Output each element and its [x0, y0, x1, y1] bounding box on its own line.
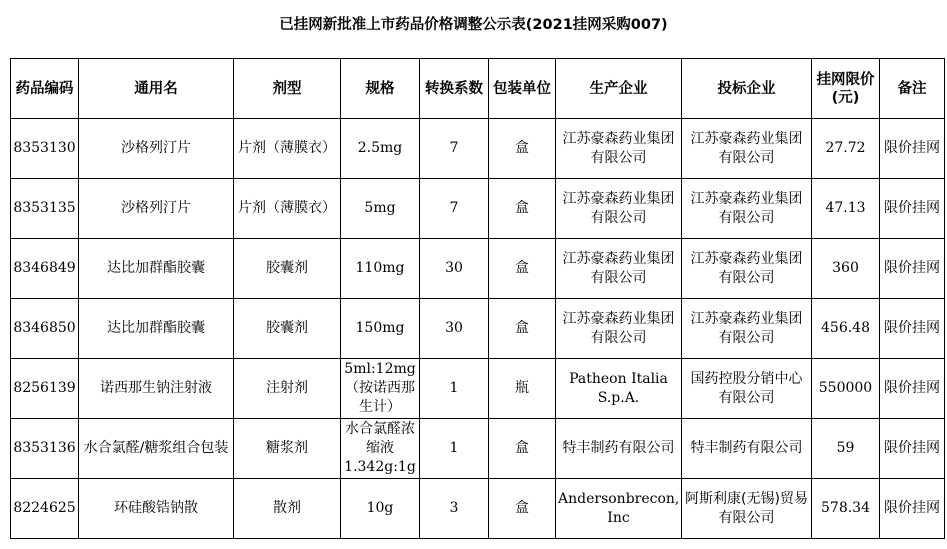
cell-specification: 水合氯醛浓缩液1.342g:1g	[341, 419, 420, 479]
cell-package-unit: 瓶	[489, 359, 556, 419]
cell-price-limit: 550000	[812, 359, 880, 419]
header-generic-name: 通用名	[79, 59, 234, 119]
cell-generic-name: 达比加群酯胶囊	[79, 239, 234, 299]
cell-price-limit: 59	[812, 419, 880, 479]
cell-specification: 150mg	[341, 299, 420, 359]
header-dosage-form: 剂型	[234, 59, 341, 119]
cell-dosage-form: 片剂（薄膜衣）	[234, 119, 341, 179]
cell-conversion-factor: 30	[420, 239, 489, 299]
cell-generic-name: 沙格列汀片	[79, 179, 234, 239]
cell-generic-name: 环硅酸锆钠散	[79, 479, 234, 539]
header-specification: 规格	[341, 59, 420, 119]
header-drug-code: 药品编码	[11, 59, 79, 119]
cell-conversion-factor: 30	[420, 299, 489, 359]
cell-specification: 2.5mg	[341, 119, 420, 179]
page-title: 已挂网新批准上市药品价格调整公示表(2021挂网采购007)	[279, 17, 668, 33]
table-row	[11, 239, 945, 299]
cell-conversion-factor: 1	[420, 419, 489, 479]
cell-dosage-form: 片剂（薄膜衣）	[234, 179, 341, 239]
cell-drug-code: 8353130	[11, 119, 79, 179]
cell-price-limit: 578.34	[812, 479, 880, 539]
cell-dosage-form: 散剂	[234, 479, 341, 539]
header-note: 备注	[880, 59, 945, 119]
table-row	[11, 359, 945, 419]
cell-note: 限价挂网	[880, 359, 945, 419]
cell-conversion-factor: 7	[420, 179, 489, 239]
cell-bidder: 江苏豪森药业集团有限公司	[682, 119, 812, 179]
cell-manufacturer: 江苏豪森药业集团有限公司	[556, 119, 682, 179]
cell-package-unit: 盒	[489, 299, 556, 359]
cell-dosage-form: 胶囊剂	[234, 299, 341, 359]
cell-drug-code: 8256139	[11, 359, 79, 419]
cell-price-limit: 360	[812, 239, 880, 299]
cell-conversion-factor: 7	[420, 119, 489, 179]
cell-manufacturer: 特丰制药有限公司	[556, 419, 682, 479]
cell-dosage-form: 胶囊剂	[234, 239, 341, 299]
cell-bidder: 江苏豪森药业集团有限公司	[682, 299, 812, 359]
cell-specification: 10g	[341, 479, 420, 539]
cell-generic-name: 沙格列汀片	[79, 119, 234, 179]
header-conversion-factor: 转换系数	[420, 59, 489, 119]
header-package-unit: 包装单位	[489, 59, 556, 119]
cell-conversion-factor: 1	[420, 359, 489, 419]
cell-bidder: 江苏豪森药业集团有限公司	[682, 239, 812, 299]
cell-manufacturer: 江苏豪森药业集团有限公司	[556, 299, 682, 359]
cell-price-limit: 456.48	[812, 299, 880, 359]
table-row	[11, 299, 945, 359]
cell-bidder: 国药控股分销中心有限公司	[682, 359, 812, 419]
cell-bidder: 江苏豪森药业集团有限公司	[682, 179, 812, 239]
cell-package-unit: 盒	[489, 419, 556, 479]
header-bidder: 投标企业	[682, 59, 812, 119]
cell-specification: 5ml:12mg（按诺西那生计）	[341, 359, 420, 419]
cell-manufacturer: 江苏豪森药业集团有限公司	[556, 239, 682, 299]
cell-note: 限价挂网	[880, 419, 945, 479]
cell-generic-name: 达比加群酯胶囊	[79, 299, 234, 359]
cell-bidder: 阿斯利康(无锡)贸易有限公司	[682, 479, 812, 539]
cell-note: 限价挂网	[880, 119, 945, 179]
cell-price-limit: 27.72	[812, 119, 880, 179]
cell-manufacturer: Patheon Italia S.p.A.	[556, 359, 682, 419]
table-row	[11, 479, 945, 539]
header-manufacturer: 生产企业	[556, 59, 682, 119]
cell-package-unit: 盒	[489, 179, 556, 239]
header-row	[11, 59, 945, 119]
cell-manufacturer: Andersonbrecon, Inc	[556, 479, 682, 539]
cell-drug-code: 8224625	[11, 479, 79, 539]
cell-note: 限价挂网	[880, 299, 945, 359]
cell-conversion-factor: 3	[420, 479, 489, 539]
cell-note: 限价挂网	[880, 479, 945, 539]
cell-drug-code: 8353135	[11, 179, 79, 239]
cell-drug-code: 8346850	[11, 299, 79, 359]
cell-note: 限价挂网	[880, 239, 945, 299]
cell-generic-name: 水合氯醛/糖浆组合包装	[79, 419, 234, 479]
header-price-limit: 挂网限价(元)	[812, 59, 880, 119]
cell-package-unit: 盒	[489, 479, 556, 539]
cell-package-unit: 盒	[489, 239, 556, 299]
cell-package-unit: 盒	[489, 119, 556, 179]
price-adjustment-table	[10, 58, 945, 539]
cell-specification: 110mg	[341, 239, 420, 299]
cell-price-limit: 47.13	[812, 179, 880, 239]
cell-note: 限价挂网	[880, 179, 945, 239]
cell-manufacturer: 江苏豪森药业集团有限公司	[556, 179, 682, 239]
cell-drug-code: 8346849	[11, 239, 79, 299]
cell-dosage-form: 糖浆剂	[234, 419, 341, 479]
table-row	[11, 419, 945, 479]
cell-drug-code: 8353136	[11, 419, 79, 479]
cell-generic-name: 诺西那生钠注射液	[79, 359, 234, 419]
cell-bidder: 特丰制药有限公司	[682, 419, 812, 479]
table-row	[11, 179, 945, 239]
table-row	[11, 119, 945, 179]
cell-specification: 5mg	[341, 179, 420, 239]
cell-dosage-form: 注射剂	[234, 359, 341, 419]
